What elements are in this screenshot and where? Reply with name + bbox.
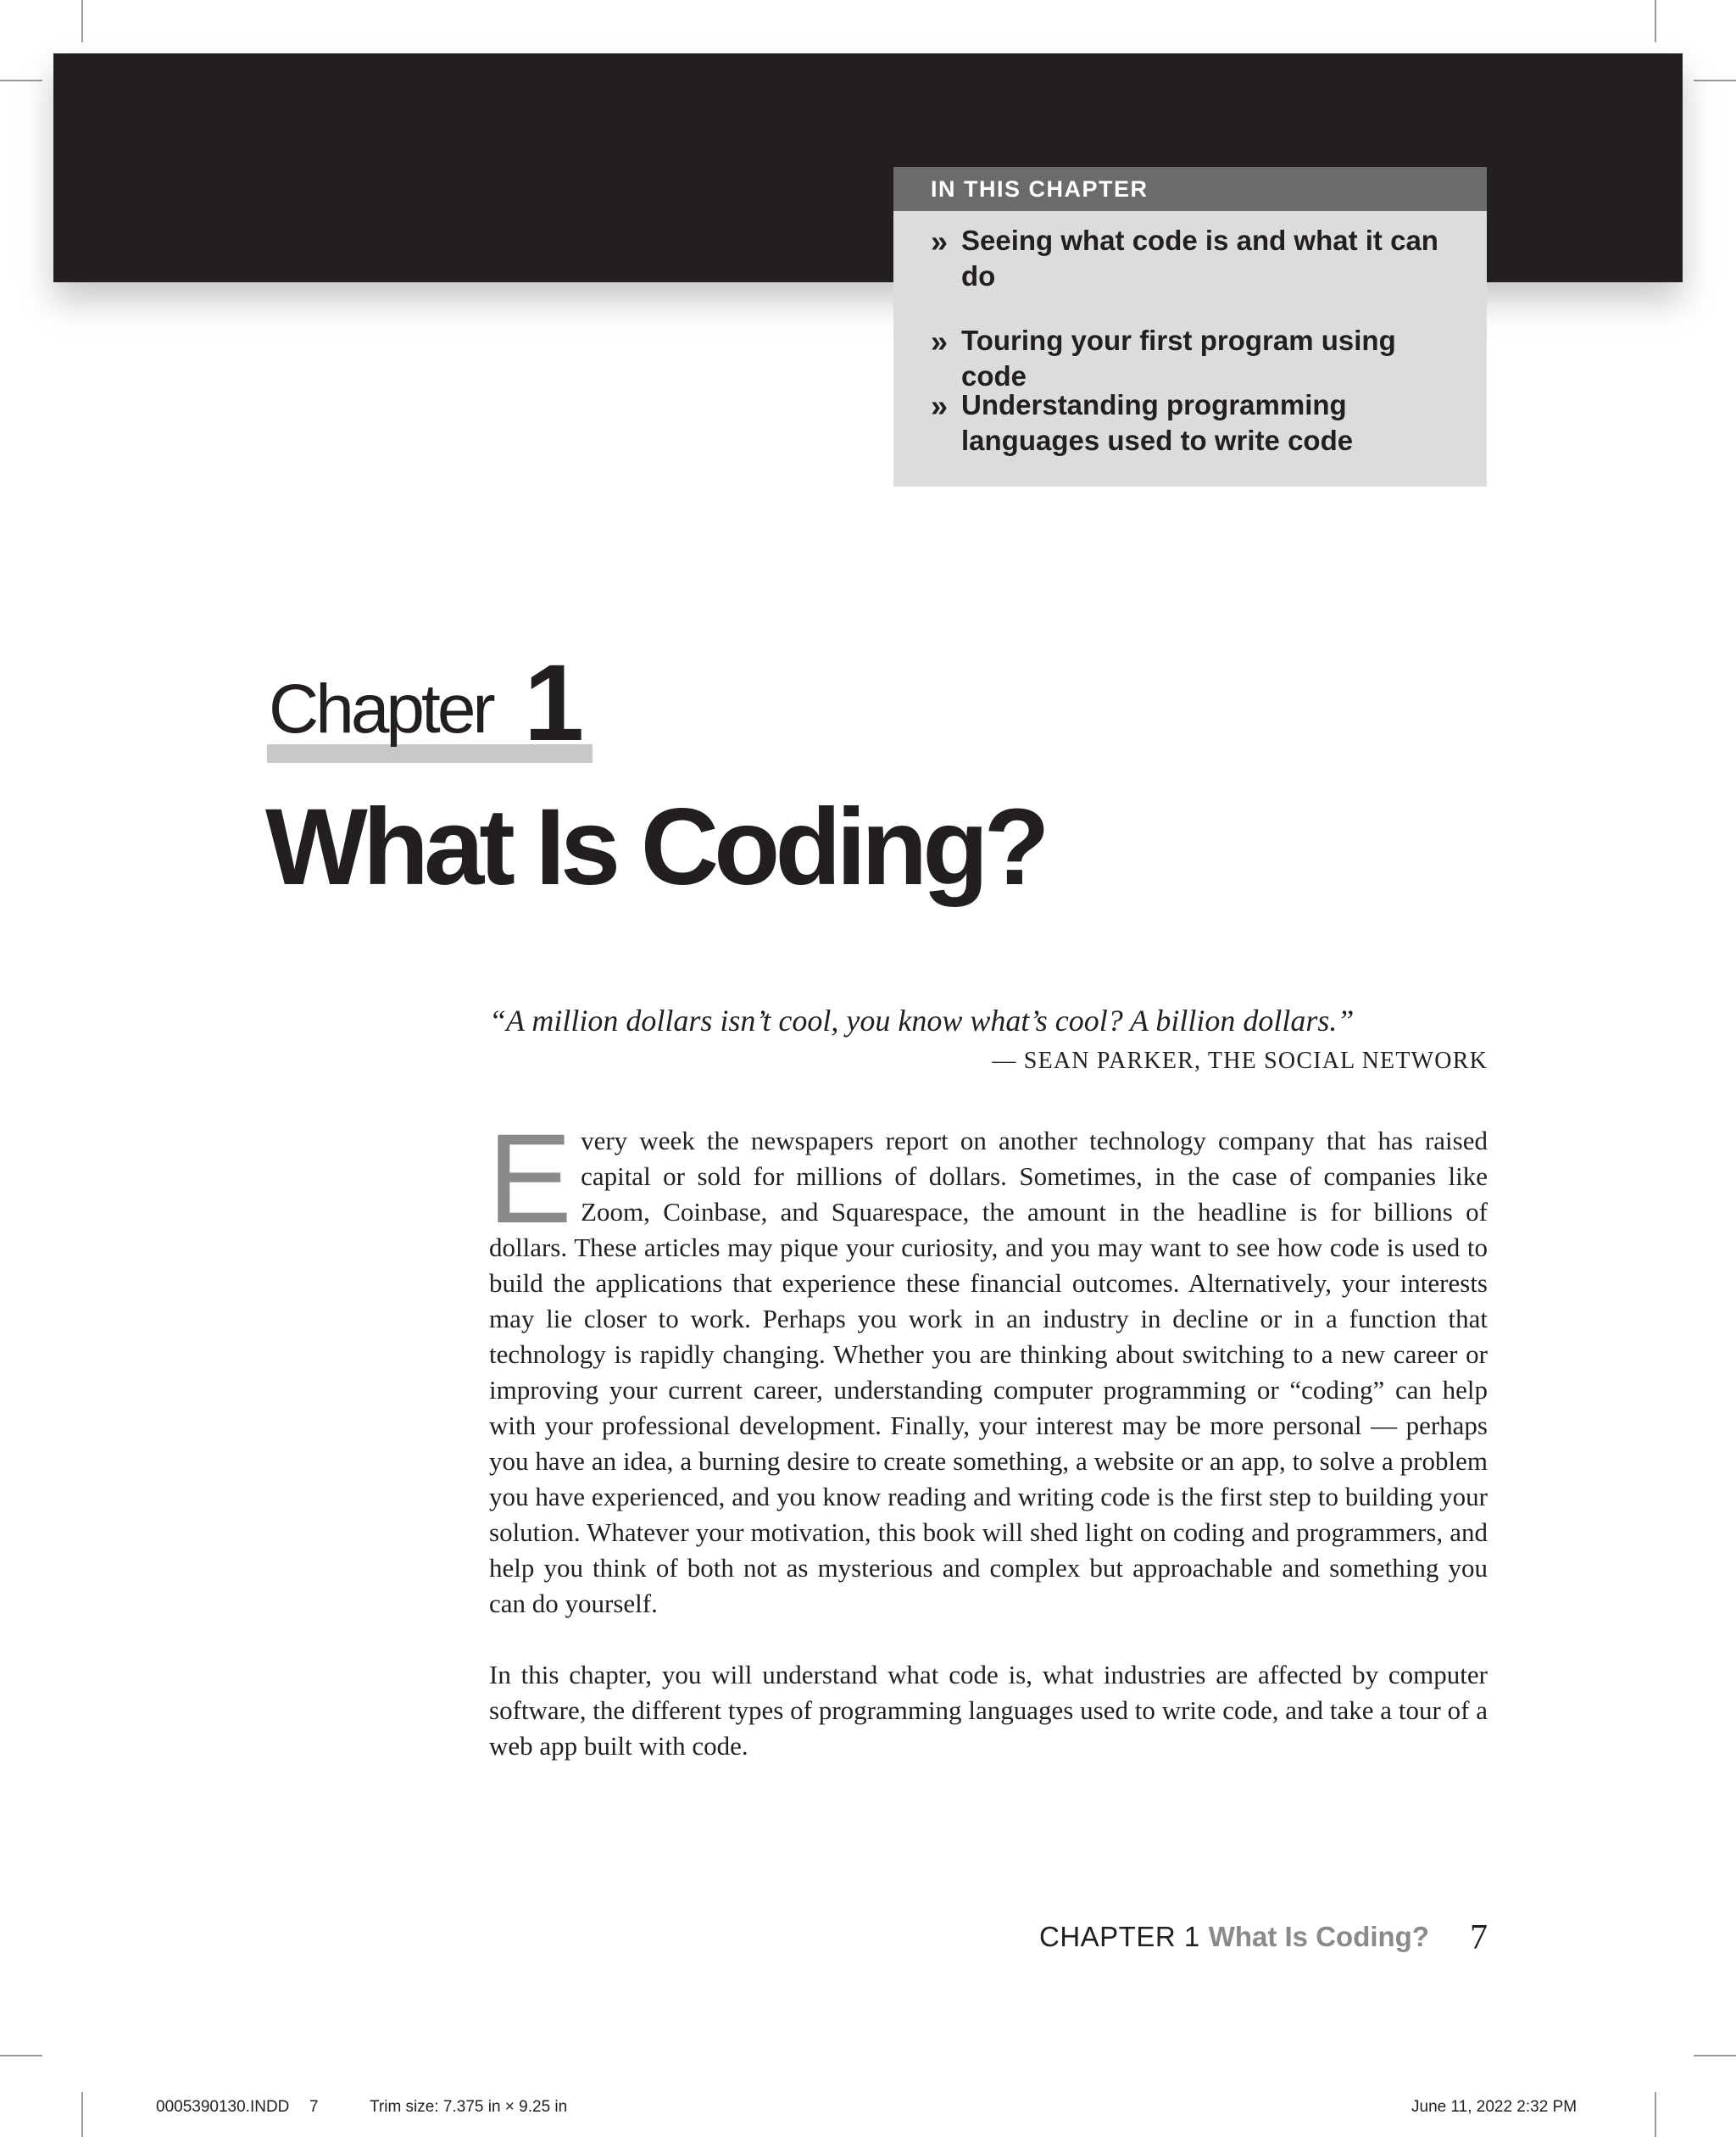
slug-date: June 11, 2022 2:32 PM <box>1411 2098 1577 2116</box>
crop-mark-bottom-right <box>1655 2092 1656 2137</box>
double-chevron-icon: » <box>931 224 949 259</box>
slug-trim-size: Trim size: 7.375 in × 9.25 in <box>370 2098 568 2116</box>
body-paragraph-text: very week the newspapers report on another technology company that has raised capital or sold for millions of dollars. Sometimes, in the case of companies like Zoom, Coinbase, and Squarespace, the amount in the headline is for billions of dollars. These articles may pique your curiosity, and you may want to see how code is used to build the applications that experience these financial outcomes. Alternatively, your interests may lie closer to work. Perhaps you work in an industry in decline or in a function that technology is rapidly changing. Whether you are thinking about switching to a new career or improving your current career, understanding computer programming or “coding” can help with your professional development. Finally, your interest may be more personal — perhaps you have an idea, a burning desire to create something, a website or an app, to solve a problem you have experienced, and you know reading and writing code is the first step to building your solution. Whatever your motivation, this book will shed light on coding and programmers, and help you think of both not as mysterious and complex but approachable and something you can do yourself. <box>489 1126 1488 1618</box>
crop-mark-bottom-left <box>81 2092 83 2137</box>
double-chevron-icon: » <box>931 324 949 359</box>
in-this-chapter-header: IN THIS CHAPTER <box>893 167 1487 211</box>
epigraph-attribution: — SEAN PARKER, THE SOCIAL NETWORK <box>992 1048 1488 1074</box>
crop-mark-top-left <box>81 0 83 42</box>
in-this-chapter-item <box>931 223 1456 294</box>
double-chevron-icon: » <box>931 388 949 423</box>
slug-file-page: 7 <box>309 2098 319 2116</box>
in-this-chapter-box <box>893 167 1487 487</box>
footer-chapter-label: CHAPTER 1 <box>1038 1921 1200 1952</box>
body-text <box>487 1107 1488 1800</box>
crop-mark-top-right <box>1655 0 1656 42</box>
body-paragraph <box>487 1107 1488 1622</box>
in-this-chapter-item-label: Seeing what code is and what it can do <box>961 225 1438 292</box>
epigraph-quote: “A million dollars isn’t cool, you know what’s cool? A billion dollars.” <box>489 1004 1355 1038</box>
chapter-title: What Is Coding? <box>265 787 1045 908</box>
epigraph <box>489 1000 1488 1075</box>
crop-mark-top-left-h <box>0 80 42 81</box>
crop-mark-bottom-right-h <box>1694 2055 1736 2056</box>
footer-chapter-title: What Is Coding? <box>1208 1921 1429 1952</box>
chapter-word: Chapter <box>269 671 492 748</box>
in-this-chapter-item <box>931 323 1456 394</box>
slug-file-name: 0005390130.INDD <box>156 2098 290 2116</box>
crop-mark-top-right-h <box>1694 80 1736 81</box>
chapter-number: 1 <box>524 643 585 764</box>
body-paragraph: In this chapter, you will understand what code is, what industries are affected by computer software, the different types of programming languages used to write code, and take a tour of a web app built with code. <box>489 1660 1488 1761</box>
in-this-chapter-item-label: Touring your first program using code <box>961 325 1396 392</box>
in-this-chapter-item <box>931 387 1456 459</box>
crop-mark-bottom-left-h <box>0 2055 42 2056</box>
drop-cap: E <box>487 1107 573 1249</box>
page-number: 7 <box>1470 1918 1488 1957</box>
in-this-chapter-item-label: Understanding programming languages used to write code <box>961 389 1354 456</box>
running-footer <box>1039 1917 1488 1958</box>
